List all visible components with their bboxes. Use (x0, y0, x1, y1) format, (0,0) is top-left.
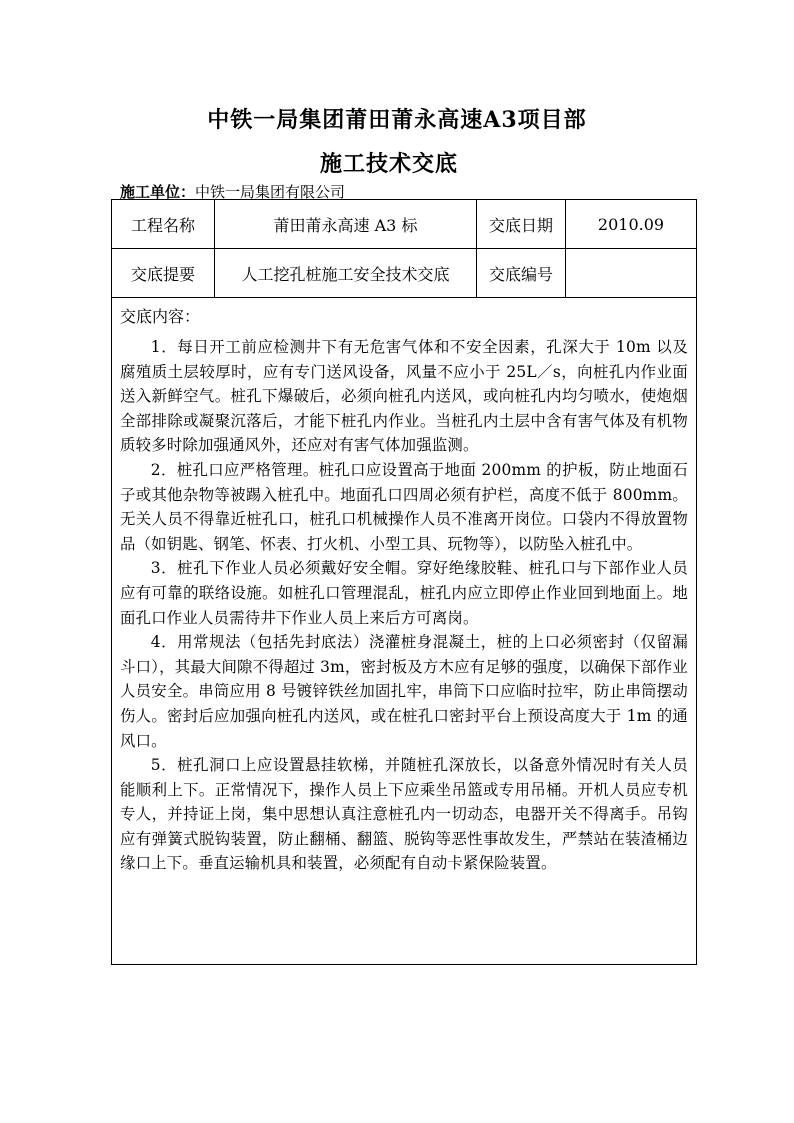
content-paragraph-5: 5．桩孔洞口上应设置悬挂软梯，并随桩孔深放长，以备意外情况时有关人员能顺利上下。正常情况下，操作人员上下应乘坐吊篮或专用吊桶。开机人员应专机专人，并持证上岗，集中思想认真注意桩孔内一切动态，电器开关不得离手。吊钩应有弹簧式脱钩装置，防止翻桶、翻篮、脱钩等恶性事故发生，严禁站在装渣桶边缘口上下。垂直运输机具和装置，必须配有自动卡紧保险装置。 (120, 756, 688, 873)
summary-value: 人工挖孔桩施工安全技术交底 (215, 249, 477, 298)
content-paragraph-2: 2．桩孔口应严格管理。桩孔口应设置高于地面 200mm 的护板，防止地面石子或其他杂物等被踢入桩孔中。地面孔口四周必须有护栏，高度不低于 800mm。无关人员不得靠近桩孔口，桩孔口机械操作人员不准离开岗位。口袋内不得放置物品（如钥匙、钢笔、怀表、打火机、小型工具、玩物等），以防坠入桩孔中。 (120, 460, 688, 553)
content-paragraph-4: 4．用常规法（包括先封底法）浇灌桩身混凝土，桩的上口必须密封（仅留漏斗口），其最大间隙不得超过 3m，密封板及方木应有足够的强度，以确保下部作业人员安全。串筒应用 8 号镀锌铁丝加固扎牢，串筒下口应临时拉牢，防止串筒摆动伤人。密封后应加强向桩孔内送风，或在桩孔口密封平台上预设高度大于 1m 的通风口。 (120, 633, 688, 750)
number-label: 交底编号 (477, 249, 566, 298)
content-paragraph-1: 1．每日开工前应检测井下有无危害气体和不安全因素，孔深大于 10m 以及腐殖质土层较厚时，应有专门送风设备，风量不应小于 25L／s，向桩孔内作业面送入新鲜空气。桩孔下爆破后，必须向桩孔内送风，或向桩孔内均匀喷水，使炮烟全部排除或凝聚沉落后，才能下桩孔内作业。当桩孔内土层中含有害气体及有机物质较多时除加强通风外，还应对有害气体加强监测。 (120, 338, 688, 455)
content-paragraphs (120, 335, 688, 876)
date-value: 2010.09 (566, 200, 697, 249)
table-row (112, 200, 697, 249)
construction-unit-value: 中铁一局集团有限公司 (195, 183, 346, 201)
project-name-label: 工程名称 (112, 200, 215, 249)
construction-unit-label: 施工单位： (120, 183, 196, 201)
content-label: 交底内容： (120, 307, 201, 326)
content-paragraph-3: 3．桩孔下作业人员必须戴好安全帽。穿好绝缘胶鞋、桩孔口与下部作业人员应有可靠的联络设施。如桩孔口管理混乱，桩孔内应立即停止作业回到地面上。地面孔口作业人员需待井下作业人员上来后方可离岗。 (120, 559, 688, 627)
project-name-value: 莆田莆永高速 A3 标 (215, 200, 477, 249)
summary-label: 交底提要 (112, 249, 215, 298)
document-title: 中铁一局集团莆田莆永高速A3项目部 (207, 107, 587, 133)
table-row (112, 298, 697, 965)
table-row (112, 249, 697, 298)
document-subtitle: 施工技术交底 (320, 151, 459, 177)
disclosure-table (111, 199, 697, 965)
content-cell (112, 298, 697, 965)
number-value (566, 249, 697, 298)
date-label: 交底日期 (477, 200, 566, 249)
